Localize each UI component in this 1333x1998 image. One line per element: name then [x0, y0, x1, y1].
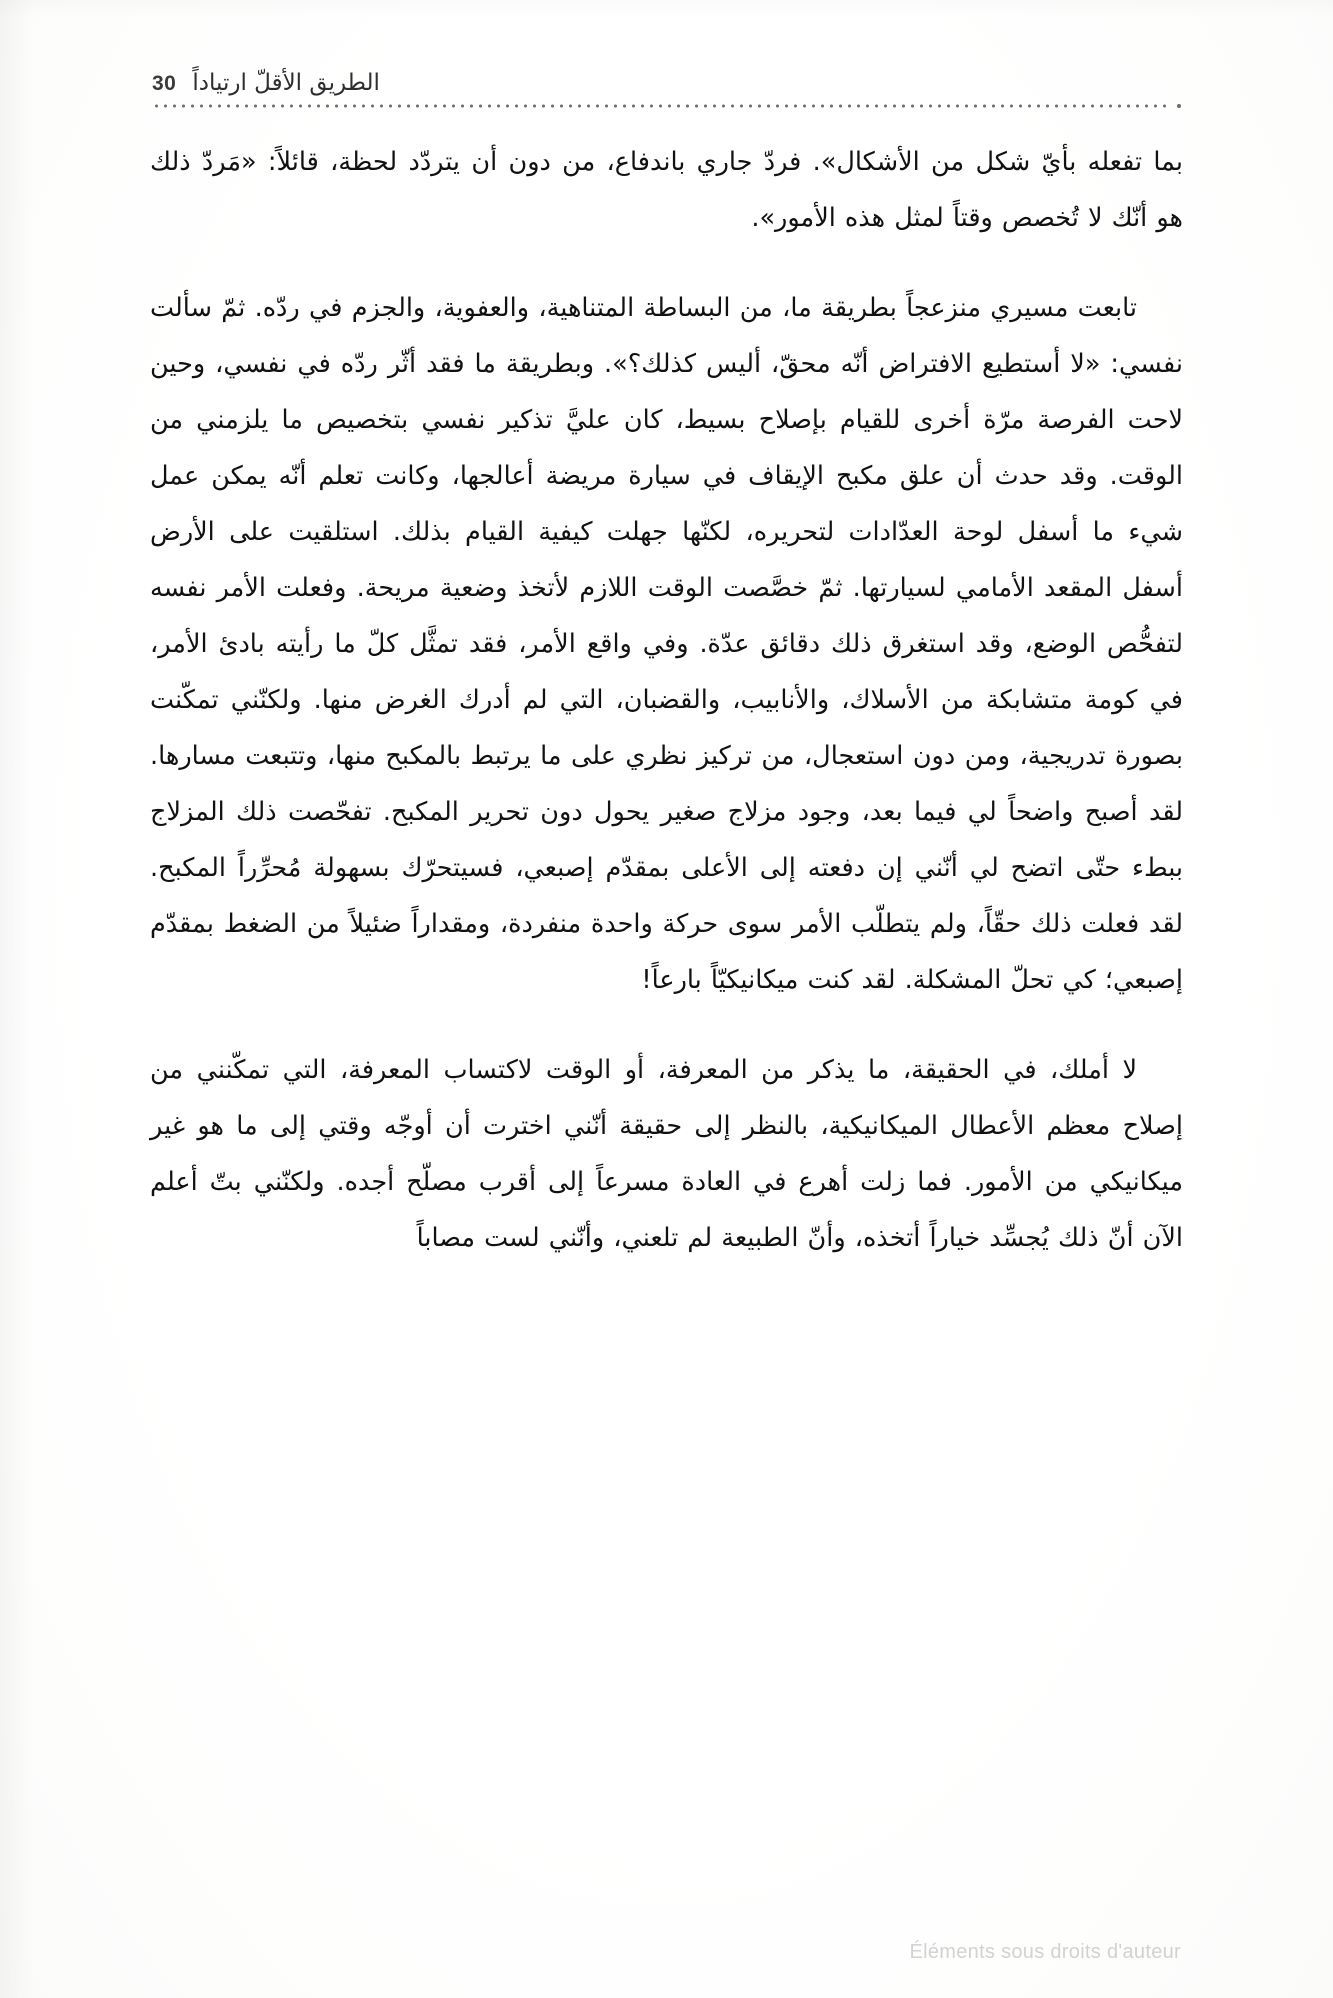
header-dotted-rule — [152, 101, 1181, 111]
body-text-block — [150, 134, 1183, 1300]
running-header-inner — [152, 70, 380, 96]
running-header — [152, 56, 1181, 96]
paragraph: بما تفعله بأيّ شكل من الأشكال». فردّ جاري باندفاع، من دون أن يتردّد لحظة، قائلاً: «مَردّ ذلك هو أنّك لا تُخصص وقتاً لمثل هذه الأمور». — [150, 147, 1183, 233]
scan-edge-shading-top — [0, 0, 1333, 18]
scan-edge-shading-left — [0, 0, 34, 1998]
running-header-book-title: الطريق الأقلّ ارتياداً — [192, 70, 380, 96]
page-number: 30 — [152, 72, 177, 95]
copyright-watermark — [0, 1941, 1181, 1964]
copyright-watermark-text: Éléments sous droits d'auteur — [909, 1941, 1181, 1963]
rule-dot-sequence — [152, 104, 1167, 108]
paragraph: لا أملك، في الحقيقة، ما يذكر من المعرفة، أو الوقت لاكتساب المعرفة، التي تمكّنني من إصلاح معظم الأعطال الميكانيكية، بالنظر إلى حقيقة أنّني اخترت أن أوجّه وقتي إلى ما هو غير ميكانيكي من الأمور. فما زلت أهرع في العادة مسرعاً إلى أقرب مصلّح أجده. ولكنّني بتّ أعلم الآن أنّ ذلك يُجسِّد خياراً أتخذه، وأنّ الطبيعة لم تلعني، وأنّني لست مصاباً — [150, 1055, 1183, 1253]
paragraph: تابعت مسيري منزعجاً بطريقة ما، من البساطة المتناهية، والعفوية، والجزم في ردّه. ثمّ سألت نفسي: «لا أستطيع الافتراض أنّه محقّ، أليس كذلك؟». وبطريقة ما فقد أثّر ردّه في نفسي، وحين لاحت الفرصة مرّة أخرى للقيام بإصلاح بسيط، كان عليَّ تذكير نفسي بتخصيص ما يلزمني من الوقت. وقد حدث أن علق مكبح الإيقاف في سيارة مريضة أعالجها، وكانت تعلم أنّه يمكن عمل شيء ما أسفل لوحة العدّادات لتحريره، لكنّها جهلت كيفية القيام بذلك. استلقيت على الأرض أسفل المقعد الأمامي لسيارتها. ثمّ خصَّصت الوقت اللازم لأتخذ وضعية مريحة. وفعلت الأمر نفسه لتفحُّص الوضع، وقد استغرق ذلك دقائق عدّة. وفي واقع الأمر، فقد تمثَّل كلّ ما رأيته بادئ الأمر، في كومة متشابكة من الأسلاك، والأنابيب، والقضبان، التي لم أدرك الغرض منها. ولكنّني تمكّنت بصورة تدريجية، ومن دون استعجال، من تركيز نظري على ما يرتبط بالمكبح منها، وتتبعت مسارها. لقد أصبح واضحاً لي فيما بعد، وجود مزلاج صغير يحول دون تحرير المكبح. تفحّصت ذلك المزلاج ببطء حتّى اتضح لي أنّني إن دفعته إلى الأعلى بمقدّم إصبعي، فسيتحرّك بسهولة مُحرِّراً المكبح. لقد فعلت ذلك حقّاً، ولم يتطلّب الأمر سوى حركة واحدة منفردة، ومقداراً ضئيلاً من الضغط بمقدّم إصبعي؛ كي تحلّ المشكلة. لقد كنت ميكانيكيّاً بارعاً! — [150, 293, 1183, 995]
rule-lead-dot — [1177, 104, 1181, 108]
